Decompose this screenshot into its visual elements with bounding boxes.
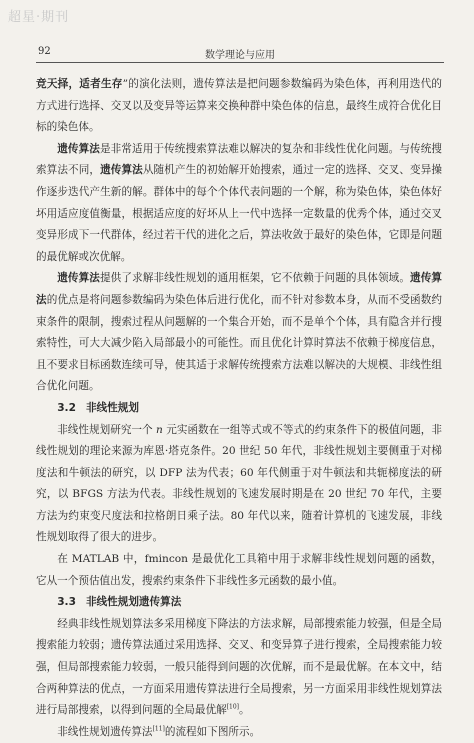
paragraph-text: 元实函数在一组等式或不等式的约束条件下的极值问题，非线性规划的理论来源为库恩·塔克条件。20 世纪 50 年代，非线性规划主要侧重于对梯度法和牛顿法的研究，以 DFP 法为代表；60 年代侧重于对牛顿法和共轭梯度法的研究，以 BFGS 方法为代表。非线性规划的飞速发展时期是在 20 世纪 70 年代，主要方法为约束变尺度法和拉格朗日乘子法。80 年代以来，随着计算机的飞速发展，非线性规划取得了很大的进步。 xyxy=(36,423,442,544)
paragraph-4 xyxy=(36,420,442,550)
article-body xyxy=(36,74,442,743)
citation-ref: [10] xyxy=(226,703,240,711)
paragraph-1 xyxy=(36,74,442,139)
paragraph-text: 提供了求解非线性规划的通用框架，它不依赖于问题的具体领域。 xyxy=(99,272,411,285)
section-heading-3-2 xyxy=(36,398,442,420)
section-title: 非线性规划遗传算法 xyxy=(85,596,182,609)
paragraph-text: ”的演化法则，遗传算法是把问题参数编码为染色体，再利用迭代的方式进行选择、交叉以及变异等运算来交换种群中染色体的信息，最终生成符合优化目标的染色体。 xyxy=(36,78,443,134)
section-heading-3-3 xyxy=(36,592,442,614)
section-number: 3.2 xyxy=(57,401,76,414)
paragraph-text: 。 xyxy=(239,704,250,717)
citation-ref: [11] xyxy=(152,725,165,733)
paragraph-text: 的流程如下图所示。 xyxy=(164,725,261,738)
section-title: 非线性规划 xyxy=(85,401,139,414)
term-genetic-algorithm: 遗传算法 xyxy=(36,272,443,306)
term-genetic-algorithm: 遗传算法 xyxy=(57,272,100,285)
section-number: 3.3 xyxy=(57,596,76,609)
paragraph-7 xyxy=(36,722,442,743)
paragraph-3 xyxy=(36,268,442,398)
paragraph-text: 经典非线性规划算法多采用梯度下降法的方法求解，局部搜索能力较强，但是全局搜索能力较弱；遗传算法通过采用选择、交叉、和变异算子进行搜索，全局搜索能力较强，但局部搜索能力较弱，一般只能得到问题的次优解，而不是最优解。在本文中，结合两种算法的优点，一方面采用遗传算法进行全局搜索，另一方面采用非线性规划算法进行局部搜索，以得到问题的全局最优解 xyxy=(36,617,442,717)
paragraph-text: 的优点是将问题参数编码为染色体后进行优化，而不针对参数本身，从而不受函数约束条件的限制，搜索过程从问题解的一个集合开始，而不是单个个体，具有隐含并行搜索特性，可大大减少陷入局部最小的可能性。而且优化计算时算法不依赖于梯度信息，且不要求目标函数连续可导，使其适于求解传统搜索方法难以解决的大规模、非线性组合优化问题。 xyxy=(36,293,442,393)
paragraph-text: 非线性规划研究一个 xyxy=(57,423,157,436)
paragraph-text: 非线性规划遗传算法 xyxy=(57,725,153,738)
paragraph-2 xyxy=(36,139,442,269)
page-header xyxy=(36,44,444,63)
paragraph-5: 在 MATLAB 中，fmincon 是最优化工具箱中用于求解非线性规划问题的函数，它从一个预估值出发，搜索约束条件下非线性多元函数的最小值。 xyxy=(36,553,442,587)
term-genetic-algorithm: 遗传算法 xyxy=(100,164,143,177)
journal-title: 数学理论与应用 xyxy=(205,50,275,61)
paragraph-text: 从随机产生的初始解开始搜索，通过一定的选择、交叉、变异操作逐步迭代产生新的解。群体中的每个个体代表问题的一个解，称为染色体，染色体好坏用适应度值衡量，根据适应度的好坏从上一代中选择一定数量的优秀个体，通过交叉变异形成下一代群体，经过若干代的进化之后，算法收敛于最好的染色体，它即是问题的最优解或次优解。 xyxy=(36,164,443,263)
paragraph-6 xyxy=(36,614,442,722)
math-variable-n: n xyxy=(156,423,163,436)
paragraph-text: 是非常适用于传统搜索算法难以解决的复杂和非线性优化问题。与传统搜索算法不同， xyxy=(36,142,443,177)
watermark-text: 超星·期刊 xyxy=(8,10,70,25)
page-number: 92 xyxy=(38,46,51,57)
emphasis-text: 竞天择，适者生存 xyxy=(36,78,123,90)
term-genetic-algorithm: 遗传算法 xyxy=(57,142,100,155)
